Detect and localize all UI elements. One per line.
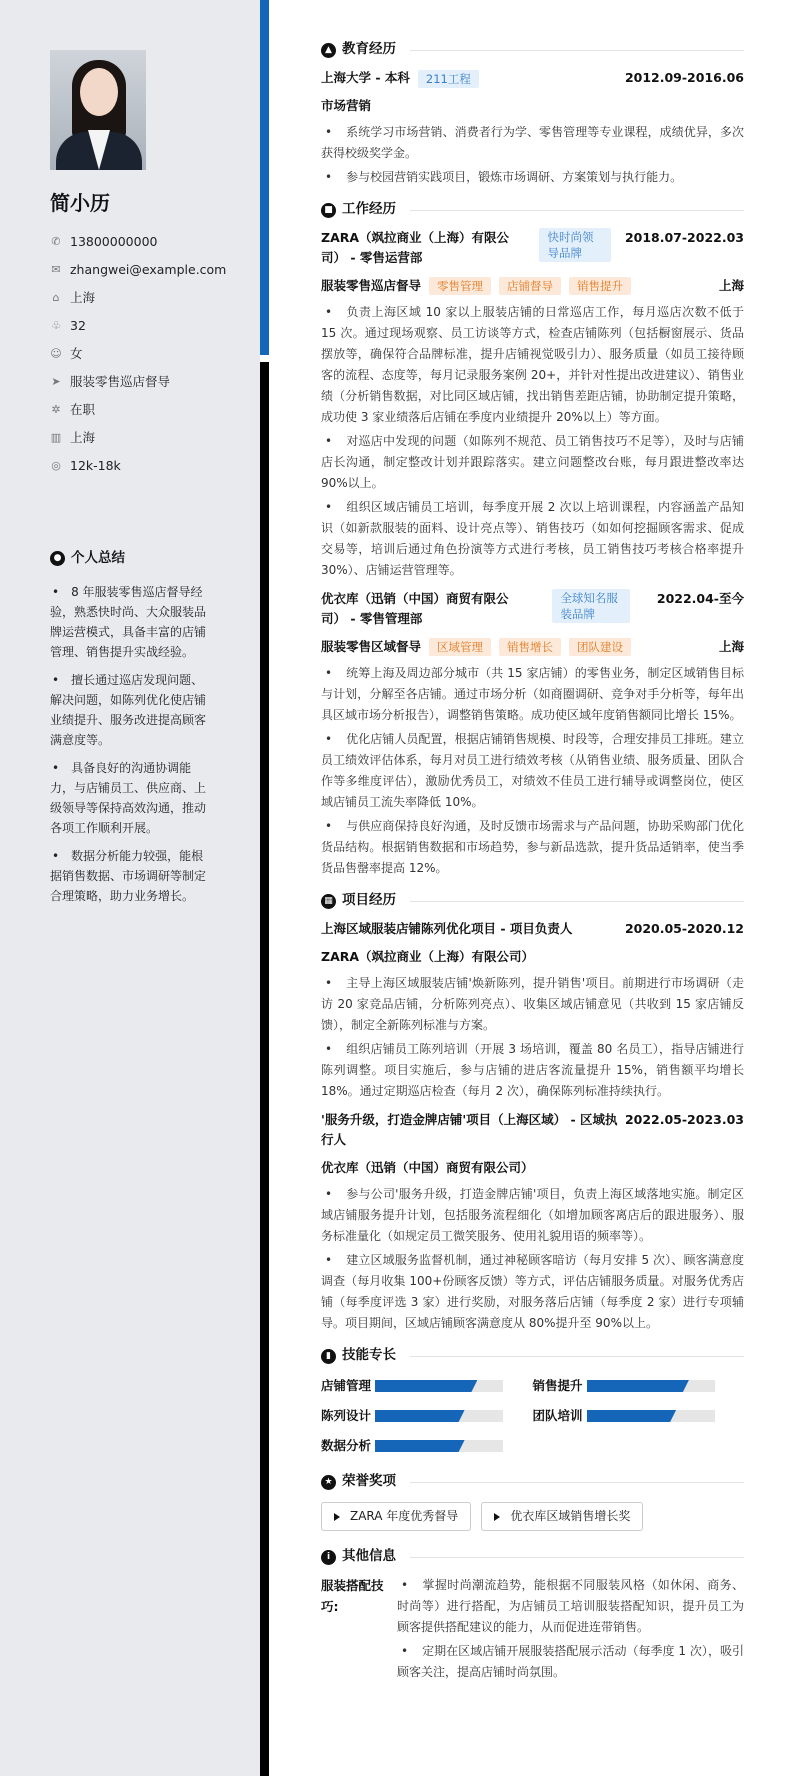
job-item: • 与供应商保持良好沟通，及时反馈市场需求与产品问题，协助采购部门优化货品结构。根据销售数据和市场趋势，参与新品选款，提升货品适销率，使当季货品售罄率提高 12%。 bbox=[321, 816, 744, 879]
skill-bar bbox=[375, 1410, 503, 1422]
job-tag: 全球知名服装品牌 bbox=[552, 589, 630, 623]
play-icon bbox=[494, 1513, 500, 1521]
summary-item: • 8 年服装零售巡店督导经验，熟悉快时尚、大众服装品牌运营模式，具备丰富的店铺管理、销售提升实战经验。 bbox=[50, 582, 212, 662]
phone-icon: ✆ bbox=[51, 235, 61, 248]
other-item: • 定期在区域店铺开展服装搭配展示活动（每季度 1 次），吸引顾客关注，提高店铺时尚氛围。 bbox=[397, 1641, 744, 1683]
briefcase-icon: ■ bbox=[321, 203, 336, 218]
school-tag: 211工程 bbox=[418, 70, 479, 88]
skills-header: ▮ 技能专长 bbox=[321, 1344, 744, 1368]
trophy-icon: ★ bbox=[321, 1475, 336, 1490]
job-company: ZARA（飒拉商业（上海）有限公司） - 零售运营部 bbox=[321, 230, 510, 265]
info-icon: i bbox=[321, 1550, 336, 1565]
status-icon: ✲ bbox=[51, 403, 61, 416]
job-city: 上海 bbox=[718, 639, 744, 654]
project-header bbox=[321, 1110, 744, 1150]
skill-tag: 销售增长 bbox=[499, 638, 561, 656]
skill-bar bbox=[587, 1410, 715, 1422]
job-role: 服装零售巡店督导 bbox=[321, 278, 422, 293]
project-company: ZARA（飒拉商业（上海）有限公司） bbox=[321, 949, 535, 964]
awards-list bbox=[321, 1502, 744, 1531]
salary-icon: ◎ bbox=[51, 459, 61, 472]
project-date: 2022.05-2023.03 bbox=[624, 1112, 744, 1127]
project-item: • 参与公司'服务升级，打造金牌店铺'项目，负责上海区域落地实施。制定区域店铺服务提升计划，包括服务流程细化（如增加顾客离店后的跟进服务）、服务标准量化（如规定员工微笑服务、使用礼貌用语的频率等）。 bbox=[321, 1184, 744, 1247]
job-item: • 统筹上海及周边部分城市（共 15 家店铺）的零售业务，制定区域销售目标与计划，分解至各店铺。通过市场分析（如商圈调研、竞争对手分析等，每年出具区域市场分析报告），调整销售策略。成功使区域年度销售额同比增长 15%。 bbox=[321, 663, 744, 726]
profile-name: 简小历 bbox=[50, 191, 110, 215]
summary-section bbox=[50, 548, 212, 914]
gender-icon: ☺ bbox=[50, 347, 62, 360]
graduation-cap-icon: ▲ bbox=[321, 43, 336, 58]
education-row bbox=[321, 68, 744, 88]
info-city: ▥ 上海 bbox=[50, 430, 96, 445]
education-major: 市场营销 bbox=[321, 98, 372, 113]
other-label: 服装搭配技巧: bbox=[321, 1578, 384, 1615]
skill-item: 陈列设计 bbox=[321, 1406, 533, 1426]
bar-chart-icon: ▮ bbox=[321, 1349, 336, 1364]
other-row bbox=[321, 1575, 744, 1686]
contact-info bbox=[50, 228, 250, 480]
education-item: • 系统学习市场营销、消费者行为学、零售管理等专业课程，成绩优异，多次获得校级奖学金。 bbox=[321, 122, 744, 164]
skill-tag: 店铺督导 bbox=[499, 277, 561, 295]
skill-tag: 销售提升 bbox=[569, 277, 631, 295]
project-item: • 组织店铺员工陈列培训（开展 3 场培训，覆盖 80 名员工），指导店铺进行陈列调整。项目实施后，参与店铺的进店客流量提升 15%，销售额平均增长 18%。通过定期巡店检查（每月 2 次），确保陈列标准持续执行。 bbox=[321, 1039, 744, 1102]
target-icon: ➤ bbox=[51, 375, 61, 388]
project-company: 优衣库（迅销（中国）商贸有限公司） bbox=[321, 1160, 534, 1175]
user-icon: ● bbox=[50, 551, 65, 566]
skill-tag: 零售管理 bbox=[429, 277, 491, 295]
summary-item: • 具备良好的沟通协调能力，与店铺员工、供应商、上级领导等保持高效沟通，推动各项工作顺利开展。 bbox=[50, 758, 212, 838]
project-item: • 建立区域服务监督机制，通过神秘顾客暗访（每月安排 5 次）、顾客满意度调查（每月收集 100+份顾客反馈）等方式，评估店铺服务质量。对服务优秀店铺（每季度评选 3 家）进行奖励，对服务落后店铺（每季度 2 家）进行专项辅导。项目期间，区域店铺顾客满意度从 80%提升至 90%以上。 bbox=[321, 1250, 744, 1334]
award-item: ZARA 年度优秀督导 bbox=[321, 1502, 471, 1531]
skill-item: 数据分析 bbox=[321, 1436, 533, 1456]
school-name: 上海大学 - 本科 bbox=[321, 70, 410, 85]
project-item: • 主导上海区域服装店铺'焕新陈列，提升销售'项目。前期进行市场调研（走访 20 家竞品店铺，分析陈列亮点）、收集区域店铺意见（共收到 15 家店铺反馈），制定全新陈列标准与方案。 bbox=[321, 973, 744, 1036]
job-role: 服装零售区域督导 bbox=[321, 639, 422, 654]
projects-header: ▦ 项目经历 bbox=[321, 889, 744, 913]
education-header: ▲ 教育经历 bbox=[321, 38, 744, 62]
job-tag: 快时尚领导品牌 bbox=[539, 228, 611, 262]
work-header: ■ 工作经历 bbox=[321, 198, 744, 222]
city-icon: ▥ bbox=[50, 431, 62, 444]
other-header: i 其他信息 bbox=[321, 1545, 744, 1569]
job-date: 2018.07-2022.03 bbox=[624, 230, 744, 245]
job-date: 2022.04-至今 bbox=[656, 591, 744, 606]
info-target: ➤ 服装零售巡店督导 bbox=[51, 374, 171, 389]
age-icon: ♧ bbox=[51, 319, 61, 332]
skill-tag: 团队建设 bbox=[569, 638, 631, 656]
summary-item: • 擅长通过巡店发现问题、解决问题，如陈列优化使店铺业绩提升、服务改进提高顾客满意度等。 bbox=[50, 670, 212, 750]
skill-bar bbox=[587, 1380, 715, 1392]
skill-bar bbox=[375, 1380, 503, 1392]
skill-item: 店铺管理 bbox=[321, 1376, 533, 1396]
info-email: ✉ zhangwei@example.com bbox=[51, 262, 227, 277]
info-phone: ✆ 13800000000 bbox=[51, 234, 158, 249]
award-item: 优衣库区域销售增长奖 bbox=[481, 1502, 643, 1531]
home-icon: ⌂ bbox=[52, 291, 60, 304]
info-age: ♧ 32 bbox=[51, 318, 86, 333]
job-role-row bbox=[321, 637, 744, 657]
skill-tag: 区域管理 bbox=[429, 638, 491, 656]
job-role-row bbox=[321, 276, 744, 296]
mail-icon: ✉ bbox=[51, 263, 61, 276]
job-header bbox=[321, 228, 744, 268]
other-item: • 掌握时尚潮流趋势，能根据不同服装风格（如休闲、商务、时尚等）进行搭配，为店铺员工培训服装搭配知识，提升员工为顾客提供搭配建议的能力，从而促进连带销售。 bbox=[397, 1575, 744, 1638]
job-item: • 负责上海区域 10 家以上服装店铺的日常巡店工作，每月巡店次数不低于 15 次。通过现场观察、员工访谈等方式，检查店铺陈列（包括橱窗展示、货品摆放等，确保符合品牌标准，提升店铺视觉吸引力）、服务质量（如员工接待顾客的流程、态度等，每月记录服务案例 20+，并针对性提出改进建议）、销售业绩（分析销售数据，对比同区域店铺，找出销售差距店铺，协助制定提升策略，成功使 3 家业绩落后店铺在季度内业绩提升 20%以上）等方面。 bbox=[321, 302, 744, 428]
project-header bbox=[321, 919, 744, 939]
job-header bbox=[321, 589, 744, 629]
summary-title: ● 个人总结 bbox=[50, 548, 212, 570]
grid-icon: ▦ bbox=[321, 894, 336, 909]
education-item: • 参与校园营销实践项目，锻炼市场调研、方案策划与执行能力。 bbox=[321, 167, 744, 188]
play-icon bbox=[334, 1513, 340, 1521]
job-item: • 对巡店中发现的问题（如陈列不规范、员工销售技巧不足等），及时与店铺店长沟通，制定整改计划并跟踪落实。建立问题整改台账，每月跟进整改率达 90%以上。 bbox=[321, 431, 744, 494]
main-content bbox=[321, 38, 744, 1686]
job-company: 优衣库（迅销（中国）商贸有限公司） - 零售管理部 bbox=[321, 591, 509, 626]
skill-item: 团队培训 bbox=[533, 1406, 745, 1426]
project-date: 2020.05-2020.12 bbox=[624, 921, 744, 936]
job-item: • 组织区域店铺员工培训，每季度开展 2 次以上培训课程，内容涵盖产品知识（如新款服装的面料、设计亮点等）、销售技巧（如如何挖掘顾客需求、促成交易等，培训后通过角色扮演等方式进行考核，员工销售技巧考核合格率提升 30%）、店铺运营管理等。 bbox=[321, 497, 744, 581]
education-date: 2012.09-2016.06 bbox=[624, 70, 744, 85]
job-item: • 优化店铺人员配置，根据店铺销售规模、时段等，合理安排员工排班。建立员工绩效评估体系，每月对员工进行绩效考核（从销售业绩、服务质量、团队合作等多维度评估），激励优秀员工，对绩效不佳员工进行辅导或调整岗位，使区域店铺员工流失率降低 10%。 bbox=[321, 729, 744, 813]
project-name: '服务升级，打造金牌店铺'项目（上海区域） - 区域执行人 bbox=[321, 1112, 618, 1147]
info-gender: ☺ 女 bbox=[50, 346, 83, 361]
skill-bar bbox=[375, 1440, 503, 1452]
skills-grid bbox=[321, 1376, 744, 1456]
info-salary: ◎ 12k-18k bbox=[51, 458, 121, 473]
info-home: ⌂ 上海 bbox=[50, 284, 250, 312]
accent-bar-blue bbox=[260, 0, 269, 355]
avatar bbox=[50, 50, 146, 170]
job-city: 上海 bbox=[718, 278, 744, 293]
awards-header: ★ 荣誉奖项 bbox=[321, 1470, 744, 1494]
info-status: ✲ 在职 bbox=[51, 402, 96, 417]
summary-item: • 数据分析能力较强，能根据销售数据、市场调研等制定合理策略，助力业务增长。 bbox=[50, 846, 212, 906]
accent-bar-black bbox=[260, 362, 269, 1776]
skill-item: 销售提升 bbox=[533, 1376, 745, 1396]
project-name: 上海区域服装店铺陈列优化项目 - 项目负责人 bbox=[321, 921, 573, 936]
